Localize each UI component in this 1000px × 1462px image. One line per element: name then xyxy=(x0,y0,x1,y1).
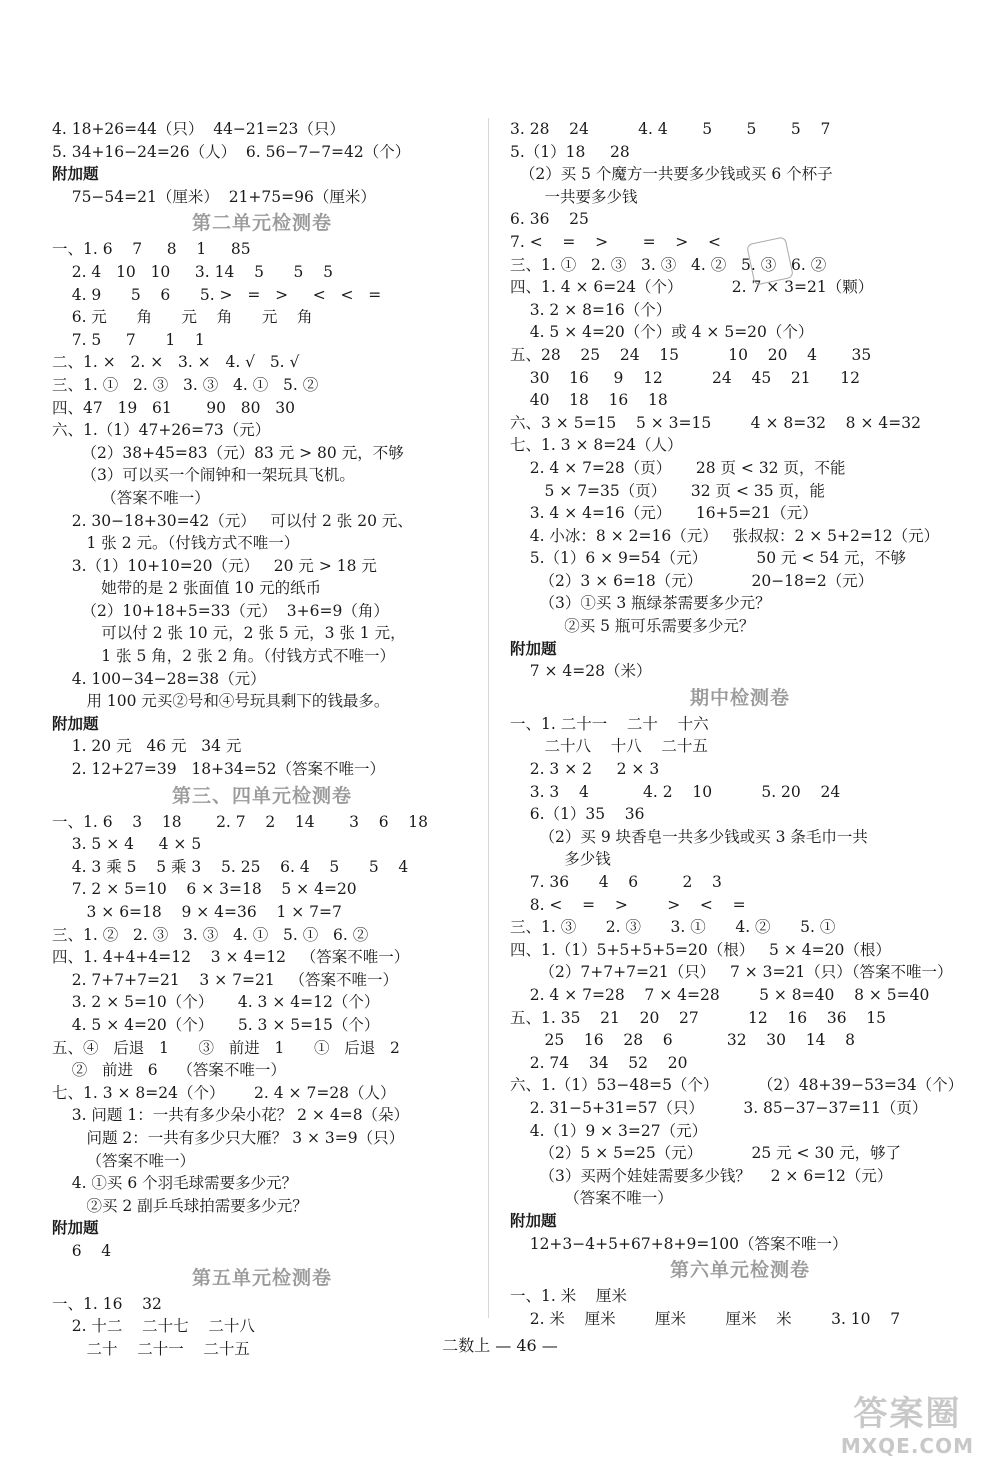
answer-line: 一共要多少钱 xyxy=(510,187,638,206)
answer-line: 2. 30−18+30=42（元） 可以付 2 张 20 元、 xyxy=(52,511,413,530)
answer-line: 2. 米 厘米 厘米 厘米 米 3. 10 7 xyxy=(510,1309,901,1328)
answer-line: 40 18 16 18 xyxy=(510,391,668,410)
answer-line: （2）10+18+5=33（元） 3+6=9（角） xyxy=(52,601,389,620)
answer-line: 七、1. 3 × 8=24（人） xyxy=(510,436,683,455)
answer-line: 4.（1）9 × 3=27（元） xyxy=(510,1121,708,1140)
answer-line: 四、1. 4+4+4=12 3 × 4=12 （答案不唯一） xyxy=(52,948,410,967)
answer-line: 7. 5 7 1 1 xyxy=(52,330,205,349)
answer-line: 8. < = > > < = xyxy=(510,895,746,914)
small-stamp-graphic xyxy=(746,236,794,285)
answer-line: 30 16 9 12 24 45 21 12 xyxy=(510,368,860,387)
watermark-logo-text: 答案圈 xyxy=(853,1394,962,1434)
answer-line: 1 张 2 元。（付钱方式不唯一） xyxy=(52,534,300,553)
answer-line: （2）38+45=83（元）83 元 > 80 元，不够 xyxy=(52,443,404,462)
answer-line: 3.（1）10+10=20（元） 20 元 > 18 元 xyxy=(52,556,377,575)
answer-line: 一、1. 6 3 18 2. 7 2 14 3 6 18 xyxy=(52,812,428,831)
answer-line: （2）5 × 5=25（元） 25 元 < 30 元，够了 xyxy=(510,1144,902,1163)
right-column xyxy=(510,118,970,1330)
answer-line: 一、1. 米 厘米 xyxy=(510,1287,627,1306)
answer-line: 四、1. 4 × 6=24（个） 2. 7 × 3=21（颗） xyxy=(510,278,874,297)
answer-line: 可以付 2 张 10 元，2 张 5 元，3 张 1 元， xyxy=(52,624,406,643)
column-divider xyxy=(488,118,489,1318)
left-column xyxy=(52,118,472,1360)
answer-line: ② 前进 6 （答案不唯一） xyxy=(52,1061,286,1080)
answer-line: 七、1. 3 × 8=24（个） 2. 4 × 7=28（人） xyxy=(52,1083,396,1102)
answer-line: 5.（1）18 28 xyxy=(510,142,630,161)
bonus-heading: 附加题 xyxy=(510,638,557,658)
answer-line: 一、1. 二十一 二十 十六 xyxy=(510,714,709,733)
answer-line: 3. 2 × 5=10（个） 4. 3 × 4=12（个） xyxy=(52,993,380,1012)
answer-line: （3）①买 3 瓶绿茶需要多少元？ xyxy=(510,594,771,613)
bonus-heading: 附加题 xyxy=(52,1218,99,1238)
answer-line: 6.（1）35 36 xyxy=(510,805,645,824)
answer-line: 7. 2 × 5=10 6 × 3=18 5 × 4=20 xyxy=(52,880,357,899)
answer-line: （2）7+7+7=21（只） 7 × 3=21（只）（答案不唯一） xyxy=(510,963,953,982)
answer-line: 4. 小冰：8 × 2=16（元） 张叔叔：2 × 5+2=12（元） xyxy=(510,526,940,545)
answer-line: （答案不唯一） xyxy=(52,1151,195,1170)
answer-line: 6. 元 角 元 角 元 角 xyxy=(52,308,313,327)
answer-line: 2. 7+7+7=21 3 × 7=21 （答案不唯一） xyxy=(52,970,398,989)
answer-line: 6 4 xyxy=(52,1241,112,1260)
answer-line: 二、1. × 2. × 3. × 4. √ 5. √ xyxy=(52,353,300,372)
answer-line: 5 × 7=35（页） 32 页 < 35 页，能 xyxy=(510,481,826,500)
answer-line: 4. 5 × 4=20（个）或 4 × 5=20（个） xyxy=(510,323,814,342)
answer-line: ②买 5 瓶可乐需要多少元？ xyxy=(510,617,755,636)
answer-line: 她带的是 2 张面值 10 元的纸币 xyxy=(52,579,322,598)
section-title: 第五单元检测卷 xyxy=(191,1266,332,1289)
answer-line: （2）买 9 块香皂一共多少钱或买 3 条毛巾一共 xyxy=(510,827,868,846)
answer-line: （答案不唯一） xyxy=(52,488,210,507)
answer-line: 2. 4 × 7=28（页） 28 页 < 32 页，不能 xyxy=(510,458,846,477)
answer-line: 7. 36 4 6 2 3 xyxy=(510,873,722,891)
answer-line: 3. 28 24 4. 4 5 5 5 7 xyxy=(510,120,831,138)
answer-line: 7 × 4=28（米） xyxy=(510,662,652,681)
answer-line: 四、47 19 61 90 80 30 xyxy=(52,398,295,417)
answer-line: 三、1. ③ 2. ③ 3. ① 4. ② 5. ① xyxy=(510,918,836,937)
bonus-heading: 附加题 xyxy=(52,713,99,733)
answer-line: 4. 9 5 6 5. > = > < < = xyxy=(52,285,382,304)
answer-line: 6. 36 25 xyxy=(510,210,589,229)
answer-line: 2. 4 10 10 3. 14 5 5 5 xyxy=(52,262,333,281)
answer-line: 二十 二十一 二十五 xyxy=(52,1339,250,1358)
answer-line: ②买 2 副乒乓球拍需要多少元？ xyxy=(52,1196,308,1215)
answer-line: 2. 4 × 7=28 7 × 4=28 5 × 8=40 8 × 5=40 xyxy=(510,985,930,1004)
answer-line: 多少钱 xyxy=(510,850,611,869)
answer-line: 7. < = > = > < xyxy=(510,232,721,251)
answer-line: 问题 2：一共有多少只大雁？ 3 × 3=9（只） xyxy=(52,1128,405,1147)
watermark xyxy=(841,1394,974,1458)
answer-line: （3）买两个娃娃需要多少钱？ 2 × 6=12（元） xyxy=(510,1166,893,1185)
watermark-url: MXQE.COM xyxy=(840,1434,974,1458)
answer-line: 2. 74 34 52 20 xyxy=(510,1053,688,1072)
answer-line: 4. 18+26=44（只） 44−21=23（只） xyxy=(52,120,345,138)
answer-line: 4. 100−34−28=38（元） xyxy=(52,669,266,688)
answer-line: 三、1. ② 2. ③ 3. ③ 4. ① 5. ① 6. ② xyxy=(52,925,369,944)
answer-line: 六、1.（1）47+26=73（元） xyxy=(52,421,271,440)
answer-line: 3. 3 4 4. 2 10 5. 20 24 xyxy=(510,782,841,801)
answer-line: 4. 3 乘 5 5 乘 3 5. 25 6. 4 5 5 4 xyxy=(52,857,409,876)
answer-line: 3. 4 × 4=16（元） 16+5=21（元） xyxy=(510,504,818,523)
answer-line: 1. 20 元 46 元 34 元 xyxy=(52,737,242,756)
answer-line: （答案不唯一） xyxy=(510,1189,673,1208)
answer-line: 75−54=21（厘米） 21+75=96（厘米） xyxy=(52,187,376,206)
answer-line: 用 100 元买②号和④号玩具剩下的钱最多。 xyxy=(52,692,390,711)
answer-line: 3. 2 × 8=16（个） xyxy=(510,300,672,319)
section-title: 期中检测卷 xyxy=(689,686,790,709)
answer-line: （3）可以买一个闹钟和一架玩具飞机。 xyxy=(52,466,355,485)
answer-line: 四、1.（1）5+5+5+5=20（根） 5 × 4=20（根） xyxy=(510,940,891,959)
section-title: 第六单元检测卷 xyxy=(669,1259,810,1282)
bonus-heading: 附加题 xyxy=(510,1210,557,1230)
section-title: 第三、四单元检测卷 xyxy=(171,784,352,807)
answer-line: （2）买 5 个魔方一共要多少钱或买 6 个杯子 xyxy=(510,165,833,184)
answer-line: 2. 12+27=39 18+34=52（答案不唯一） xyxy=(52,760,385,779)
answer-line: 二十八 十八 二十五 xyxy=(510,737,708,756)
answer-line: 2. 十二 二十七 二十八 xyxy=(52,1317,255,1336)
answer-line: 25 16 28 6 32 30 14 8 xyxy=(510,1031,855,1050)
answer-line: 六、3 × 5=15 5 × 3=15 4 × 8=32 8 × 4=32 xyxy=(510,413,921,432)
answer-line: 五、28 25 24 15 10 20 4 35 xyxy=(510,345,872,364)
answer-line: 五、1. 35 21 20 27 12 16 36 15 xyxy=(510,1008,887,1027)
answer-line: 4. ①买 6 个羽毛球需要多少元？ xyxy=(52,1174,298,1193)
answer-line: 4. 5 × 4=20（个） 5. 3 × 5=15（个） xyxy=(52,1015,380,1034)
answer-line: 5. 34+16−24=26（人） 6. 56−7−7=42（个） xyxy=(52,142,411,161)
answer-line: 3 × 6=18 9 × 4=36 1 × 7=7 xyxy=(52,903,342,921)
answer-line: （2）3 × 6=18（元） 20−18=2（元） xyxy=(510,571,874,590)
answer-line: 5.（1）6 × 9=54（元） 50 元 < 54 元，不够 xyxy=(510,549,907,568)
answer-line: 2. 31−5+31=57（只） 3. 85−37−37=11（页） xyxy=(510,1098,928,1117)
answer-line: 1 张 5 角，2 张 2 角。（付钱方式不唯一） xyxy=(52,647,396,666)
section-title: 第二单元检测卷 xyxy=(191,212,332,235)
answer-line: 一、1. 16 32 xyxy=(52,1294,162,1313)
answer-line: 三、1. ① 2. ③ 3. ③ 4. ① 5. ② xyxy=(52,375,319,394)
answer-line: 三、1. ① 2. ③ 3. ③ 4. ② 5. ③ 6. ② xyxy=(510,255,827,274)
page-footer: 二数上 — 46 — xyxy=(442,1336,558,1355)
answer-line: 3. 问题 1：一共有多少朵小花？ 2 × 4=8（朵） xyxy=(52,1106,410,1125)
answer-line: 3. 5 × 4 4 × 5 xyxy=(52,835,202,854)
answer-line: 一、1. 6 7 8 1 85 xyxy=(52,240,251,259)
answer-line: 五、④ 后退 1 ③ 前进 1 ① 后退 2 xyxy=(52,1038,400,1057)
bonus-heading: 附加题 xyxy=(52,164,99,184)
answer-line: 12+3−4+5+67+8+9=100（答案不唯一） xyxy=(510,1234,848,1253)
answer-line: 2. 3 × 2 2 × 3 xyxy=(510,760,660,779)
answer-line: 六、1.（1）53−48=5（个） （2）48+39−53=34（个） xyxy=(510,1076,964,1095)
